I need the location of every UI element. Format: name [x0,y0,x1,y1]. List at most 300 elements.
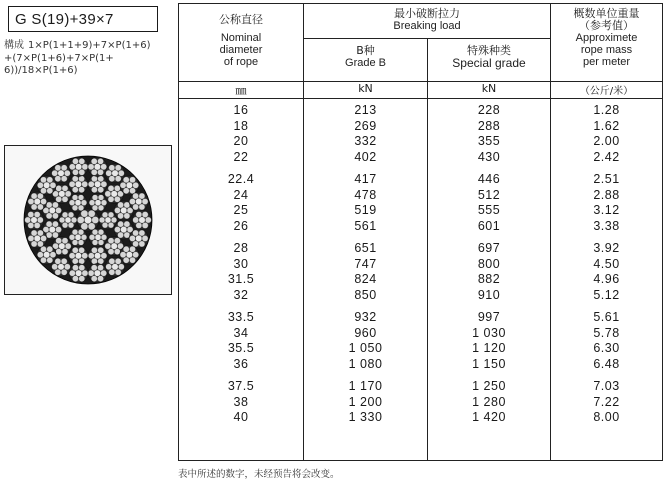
wire [71,217,77,223]
wire [92,195,98,201]
wire [46,221,52,227]
table-cell: 32 [233,287,249,302]
wire [106,170,112,176]
table-cell: 26 [233,218,249,233]
row-group [179,310,303,372]
wire [91,258,97,264]
wire [105,217,111,223]
table-cell: 5.78 [593,325,620,340]
wire [75,181,81,187]
wire [75,200,81,206]
wire [81,200,87,206]
wire [101,181,107,187]
wire [37,252,43,258]
table-cell: 35.5 [227,341,255,355]
product-title: G S(19)+39×7 [8,6,158,32]
wire [108,249,114,255]
wire [114,185,120,191]
table-cell: 355 [477,134,501,148]
wire [84,216,91,223]
wire [114,207,120,213]
wire [78,229,84,235]
wire [139,230,145,236]
rope-cross-section-image [5,146,171,294]
wire [94,253,100,259]
wire [75,253,81,259]
wire [28,235,34,241]
row-group [428,241,550,303]
wire [56,249,62,255]
wire [97,169,103,175]
table-cell: 555 [477,203,501,217]
table-cell: 22 [233,149,249,164]
wire [72,158,78,164]
table-cell: 1 120 [472,341,506,355]
wire [82,164,88,170]
wire [72,265,78,271]
wire [112,264,118,270]
wire [92,229,98,235]
wire [55,165,61,171]
wire [37,217,43,223]
wire [34,222,40,228]
table-cell: 24 [233,187,249,202]
wire [40,235,46,241]
wire [118,170,124,176]
table-cell: 1 330 [348,410,383,424]
wire [108,196,114,202]
wire [95,200,101,206]
wire [92,205,98,211]
header-grade-b: B种 Grade B [304,39,428,82]
wire [78,205,84,211]
table-cell: 288 [477,118,501,133]
wire [31,230,37,236]
wire [79,258,85,264]
wire [72,247,78,253]
wire [118,221,124,227]
wire [105,191,111,197]
wire [101,253,107,259]
construction-line: +(7×P(1+6)+7×P(1+ [4,52,114,64]
wire [126,251,132,257]
wire [79,158,85,164]
table-cell: 2.42 [593,149,620,164]
wire [58,264,64,270]
table-cell: 1 420 [472,410,506,424]
table-cell: 402 [354,149,377,164]
wire [97,276,103,282]
wire [114,238,120,244]
wire [82,270,88,276]
wire [52,213,58,219]
wire [94,181,100,187]
wire [81,210,88,217]
wire [79,169,85,175]
row-group [304,379,427,426]
wire [31,193,37,199]
wire [108,212,114,218]
wire [115,176,121,182]
wire [58,170,64,176]
wire [124,213,130,219]
wire [62,196,68,202]
column-grade-b-values [304,99,428,461]
table-cell: 213 [354,103,377,117]
wire [69,253,75,259]
wire [98,240,104,246]
wire [121,207,127,213]
wire [47,257,53,263]
table-cell: 960 [354,325,377,340]
wire [69,164,75,170]
wire [91,176,97,182]
wire [75,164,81,170]
table-cell: 910 [477,287,501,302]
column-special-values [428,99,551,461]
wire [115,258,121,264]
wire [88,181,94,187]
wire [31,217,37,223]
table-cell: 446 [477,172,501,186]
footnote: 表中所述的数字，未经预告将会改变。 [178,469,340,480]
wire [91,247,97,253]
wire [118,213,124,219]
wire [98,176,104,182]
wire [61,258,67,264]
wire [50,182,56,188]
wire [34,198,40,204]
table-cell: 1 200 [348,394,383,409]
wire [59,191,65,197]
table-cell: 4.96 [593,272,620,286]
table-cell: 430 [477,149,501,164]
table-cell: 7.22 [593,394,620,409]
row-group [551,103,662,165]
table-cell: 1 280 [472,394,506,409]
wire [72,205,78,211]
table-cell: 1.62 [593,118,620,133]
table-cell: 34 [233,325,249,340]
wire [34,211,40,217]
wire [47,246,53,252]
table-cell: 1 170 [348,379,383,393]
wire [62,238,68,244]
table-cell: 800 [477,256,501,271]
wire [68,222,74,228]
wire [72,187,78,193]
table-cell: 25 [233,203,249,217]
wire [101,200,107,206]
wire [105,243,111,249]
wire [109,269,115,275]
wire [72,240,78,246]
wire [43,182,49,188]
wire [98,247,104,253]
table-cell: 6.30 [593,341,620,355]
construction-spec [4,40,176,78]
wire [28,198,34,204]
wire [142,235,148,241]
table-cell: 6.48 [593,356,620,371]
table-cell: 697 [477,241,501,255]
wire [126,182,132,188]
wire [91,265,97,271]
header-special-grade: 特殊种类 Special grade [428,39,551,82]
table-cell: 932 [354,310,377,324]
wire [101,270,107,276]
wire [49,226,55,232]
wire [139,193,145,199]
table-cell: 850 [354,287,377,302]
row-group [428,172,550,234]
row-group [551,241,662,303]
wire [52,170,58,176]
wire [61,165,67,171]
wire [95,234,101,240]
wire [139,217,145,223]
table-cell: 478 [354,187,377,202]
table-cell: 1 030 [472,325,506,340]
wire [72,276,78,282]
wire [55,176,61,182]
wire [136,235,142,241]
wire [133,204,139,210]
wire [98,205,104,211]
wire [56,185,62,191]
table-cell: 651 [354,241,377,255]
wire [72,169,78,175]
wire [91,187,97,193]
unit-grade-b: kN [304,82,428,99]
wire [40,198,46,204]
table-cell: 1 150 [472,356,506,371]
wire [118,232,124,238]
wire [68,212,74,218]
wire [123,177,129,183]
wire [79,276,85,282]
wire [102,212,108,218]
row-group [304,103,427,165]
wire [82,253,88,259]
wire [88,270,94,276]
wire [91,276,97,282]
wire [55,258,61,264]
wire [62,212,68,218]
wire [111,217,117,223]
wire [56,238,62,244]
wire [47,188,53,194]
wire [98,187,104,193]
wire [92,240,98,246]
table-cell: 18 [233,118,249,133]
wire [28,222,34,228]
wire [133,217,139,223]
table-cell: 37.5 [227,379,255,393]
wire [79,247,85,253]
wire [120,182,126,188]
wire [139,241,145,247]
wire [109,165,115,171]
table-cell: 5.12 [593,287,620,302]
wire [82,181,88,187]
wire [114,249,120,255]
wire [37,204,43,210]
table-cell: 3.38 [593,218,620,233]
table-cell: 228 [477,103,501,117]
wire [75,270,81,276]
specification-table [178,3,663,461]
table-cell: 417 [354,172,377,186]
wire [120,252,126,258]
construction-line: 構成 1×P(1+1+9)+7×P(1+6) [4,40,151,51]
wire [133,252,139,258]
wire [98,229,104,235]
wire [142,198,148,204]
row-group [551,172,662,234]
wire [133,182,139,188]
wire [115,165,121,171]
table-cell: 3.12 [593,203,620,217]
table-cell: 30 [233,256,249,271]
header-diameter: 公称直径 Nominal diameter of rope [179,4,304,82]
column-diameter-values [179,99,304,461]
table-cell: 3.92 [593,241,620,255]
table-cell: 269 [354,118,377,133]
wire [52,221,58,227]
table-cell: 28 [233,241,249,255]
wire [115,269,121,275]
wire [88,223,95,230]
row-group [179,379,303,426]
wire [88,210,95,217]
wire [111,243,117,249]
wire [124,221,130,227]
wire [43,251,49,257]
wire [114,196,120,202]
wire [108,185,114,191]
construction-label: 構成 [4,40,24,51]
wire [97,265,103,271]
table-cell: 2.88 [593,187,620,202]
rope-cross-section-figure [4,145,172,295]
wire [69,234,75,240]
wire [40,188,46,194]
wire [129,177,135,183]
table-cell: 38 [233,394,249,409]
unit-diameter: ㎜ [179,82,304,99]
wire [50,252,56,258]
wire [69,200,75,206]
wire [145,217,151,223]
wire [31,204,37,210]
wire [118,202,124,208]
wire [136,211,142,217]
wire [49,207,55,213]
wire [69,270,75,276]
wire [78,240,84,246]
wire [133,230,139,236]
wire [55,227,61,233]
wire [62,249,68,255]
wire [52,232,58,238]
wire [89,234,95,240]
wire [55,269,61,275]
wire [97,158,103,164]
wire [129,257,135,263]
row-group [551,310,662,372]
wire [101,164,107,170]
wire [34,235,40,241]
table-cell: 20 [233,134,249,148]
wire [37,241,43,247]
wire [102,222,108,228]
wire [69,181,75,187]
wire [37,230,43,236]
column-mass-values [551,99,663,461]
row-group [179,241,303,303]
wire [142,211,148,217]
table-cell: 16 [233,103,249,117]
table-cell: 1 080 [348,356,383,371]
table-cell: 4.50 [593,256,620,271]
wire [61,176,67,182]
wire [111,191,117,197]
row-group [428,310,550,372]
wire [28,211,34,217]
table-cell: 747 [354,256,377,271]
table-cell: 7.03 [593,379,620,393]
table-cell: 22.4 [227,172,255,186]
wire [129,235,135,241]
table-cell: 33.5 [227,310,255,324]
row-group [428,103,550,165]
table-cell: 882 [477,272,501,286]
wire [40,177,46,183]
wire [89,200,95,206]
wire [79,187,85,193]
wire [64,264,70,270]
wire [37,182,43,188]
wire [40,257,46,263]
row-group [179,172,303,234]
row-group [428,379,550,426]
wire [133,193,139,199]
wire [65,217,71,223]
table-cell: 2.51 [593,172,620,186]
table-cell: 2.00 [593,134,620,148]
wire [129,246,135,252]
row-group [304,172,427,234]
wire [62,222,68,228]
wire [108,222,114,228]
table-cell: 5.61 [593,310,620,324]
wire [52,202,58,208]
header-rope-mass: 概数单位重量 （参考值） Approximete rope mass per meter [551,4,663,82]
wire [47,177,53,183]
wire [59,217,65,223]
wire [94,270,100,276]
wire [59,243,65,249]
wire [62,185,68,191]
wire [65,191,71,197]
table-cell: 8.00 [593,410,620,424]
wire [79,265,85,271]
table-cell: 824 [354,272,377,286]
wire [108,238,114,244]
wire [121,226,127,232]
wire [52,264,58,270]
